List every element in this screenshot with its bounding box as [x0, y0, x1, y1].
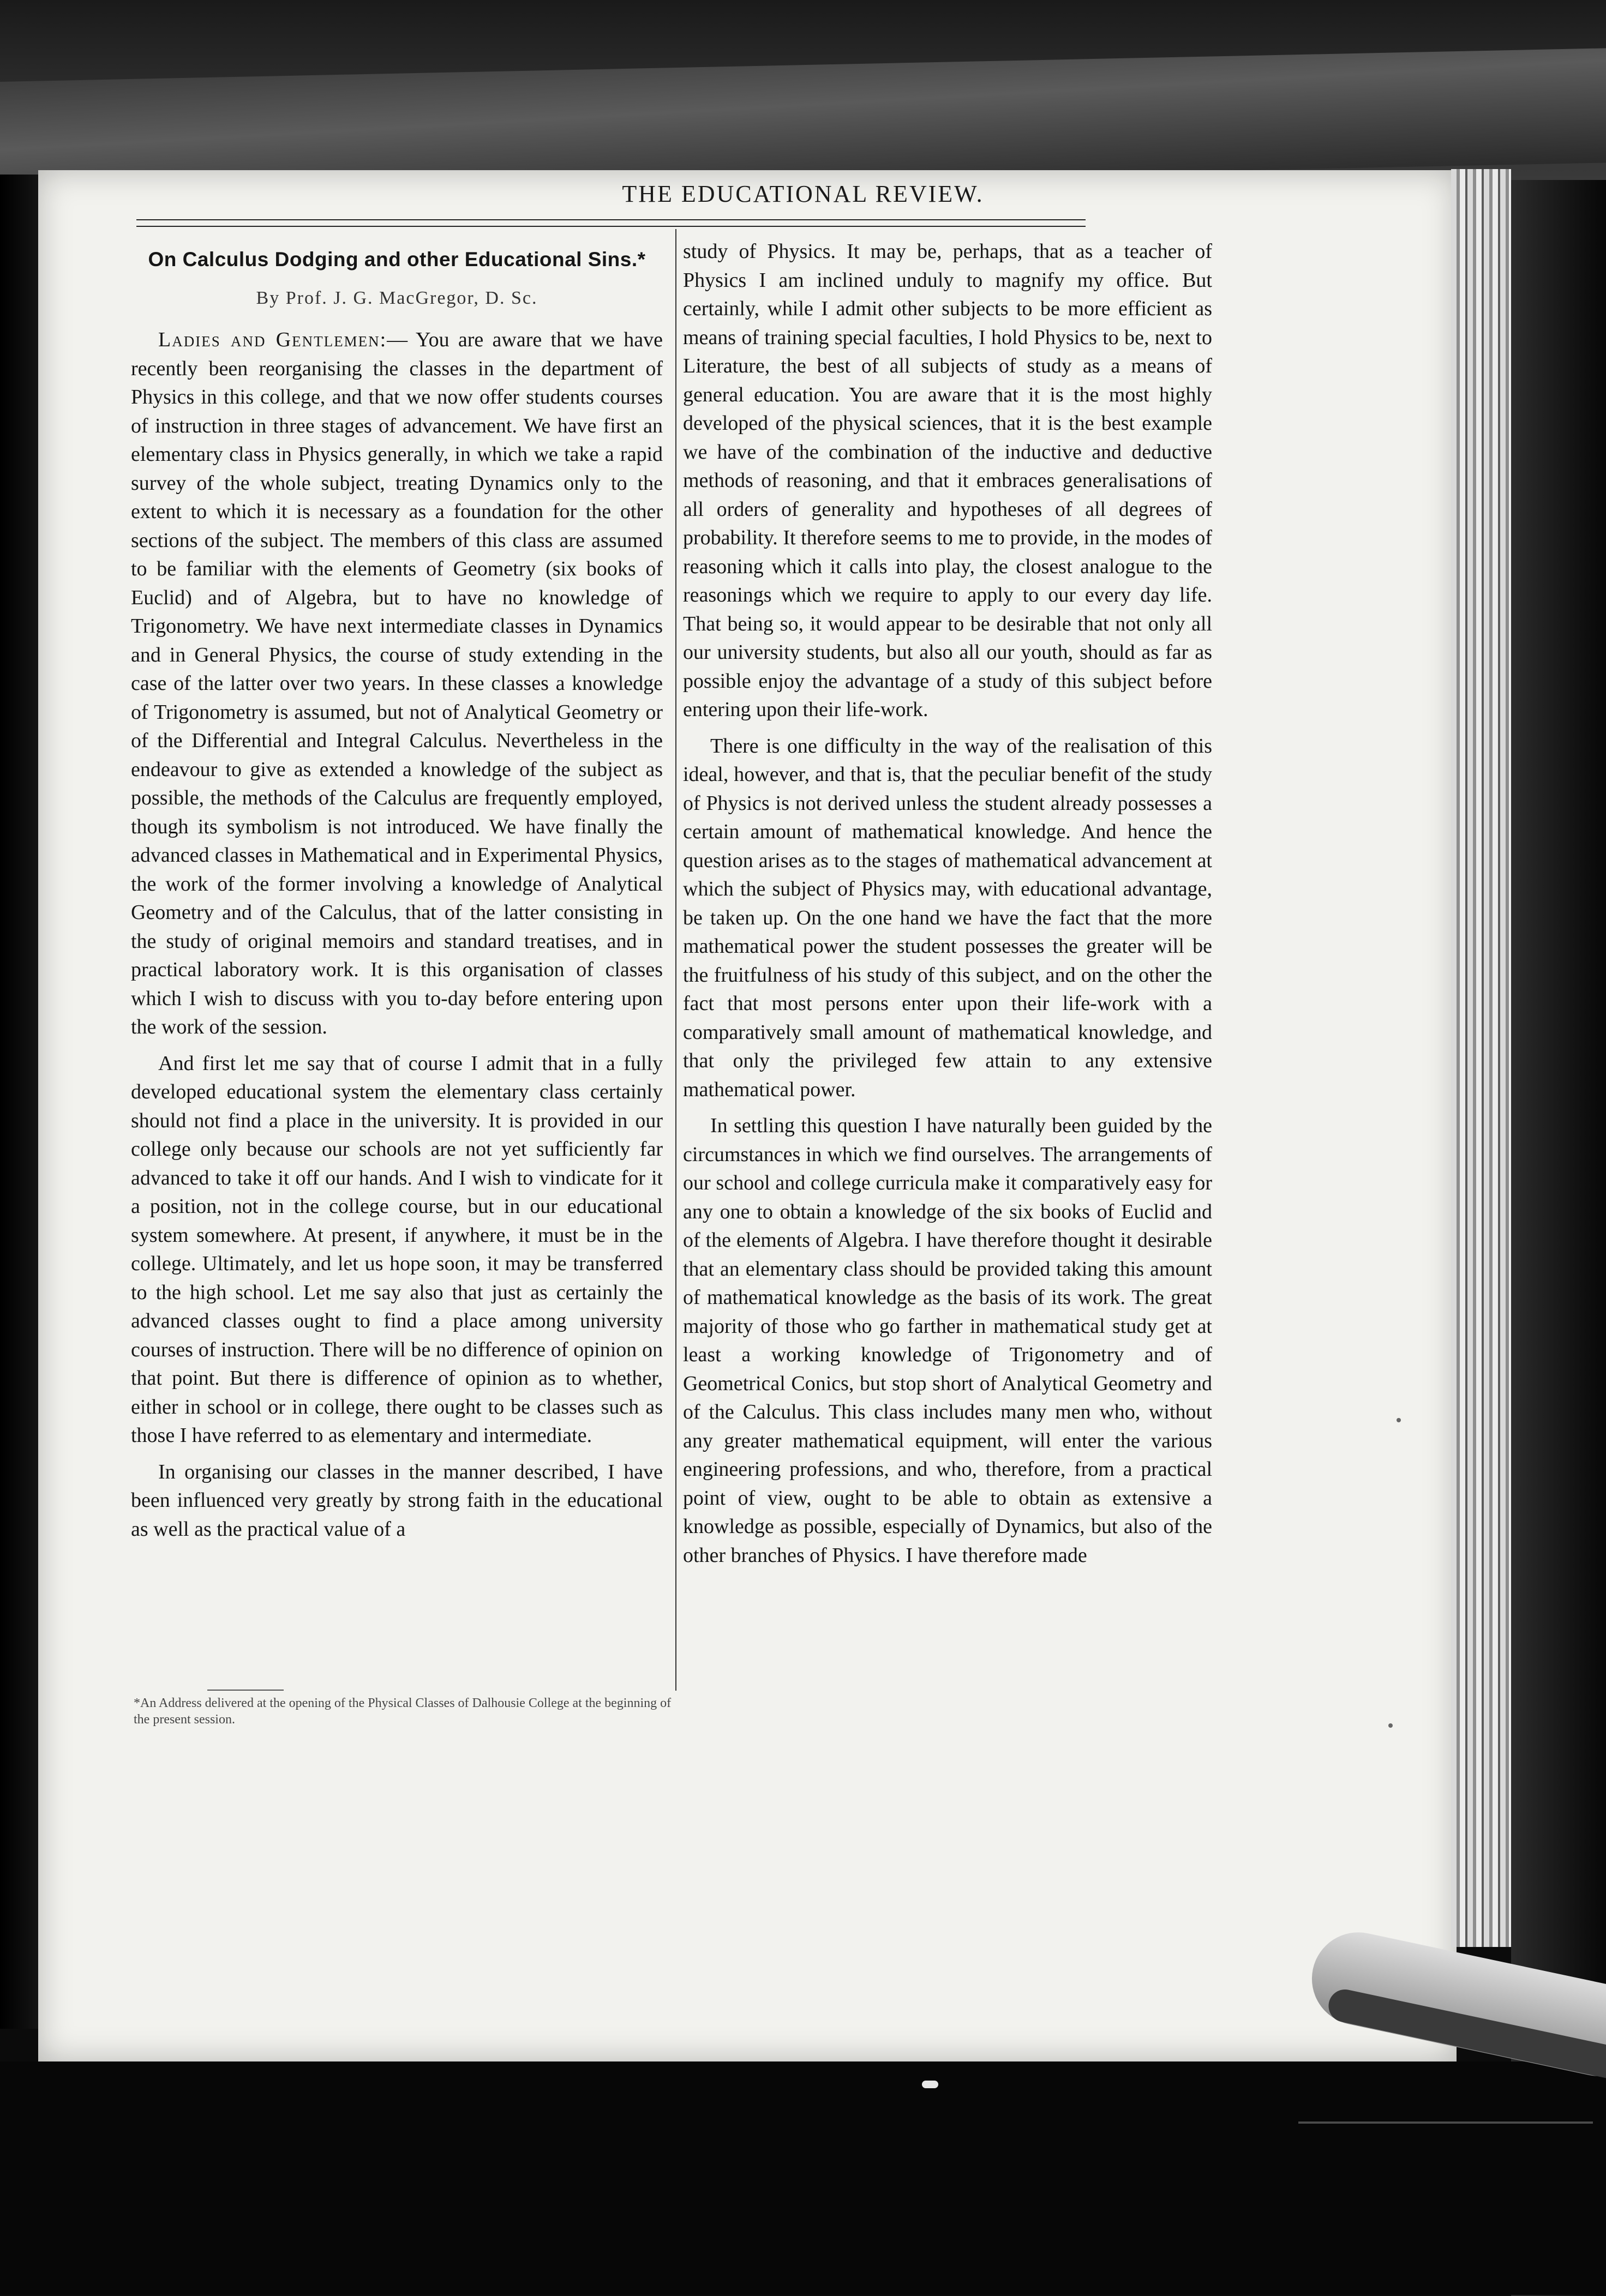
column-divider [675, 229, 676, 1691]
bottom-line [1298, 2121, 1593, 2124]
paragraph-text: — You are aware that we have recently been reorganising the classes in the department of Physics in this college, and that we now offer students courses of instruction in three stages of advancement. We have first an elementary class in Physics generally, in which we take a rapid survey of the whole subject, treating Dynamics only to the extent to which it is necessary as a foundation for the other sections of the subject. The members of this class are assumed to be familiar with the elements of Geometry (six books of Euclid) and of Algebra, but to have no knowledge of Trigonometry. We have next intermediate classes in Dynamics and in General Physics, the course of study extending in the case of the latter over two years. In these classes a knowledge of Trigonometry is assumed, but not of Analytical Geometry or of the Differential and Integral Calculus. Nevertheless in the endeavour to give as extended a knowledge of the subject as possible, the methods of the Calculus are frequently employed, though its symbolism is not introduced. We have finally the advanced classes in Mathematical and in Experimental Physics, the work of the former involving a knowledge of Analytical Geometry and of the Calculus, that of the latter consisting in the study of original memoirs and standard treatises, and in practical laboratory work. It is this organisation of classes which I wish to discuss with you to-day before entering upon the work of the session. [131, 328, 663, 1038]
right-column [683, 237, 1212, 1570]
book-binding [1451, 169, 1511, 1947]
left-shadow [0, 175, 38, 2029]
dot-mark [922, 2081, 938, 2088]
footnote-rule [207, 1690, 284, 1691]
speck [1388, 1723, 1393, 1728]
footnote: *An Address delivered at the opening of the Physical Classes of Dalhousie College at the beginning of the present session. [134, 1696, 672, 1727]
paragraph: study of Physics. It may be, perhaps, that as a teacher of Physics I am inclined unduly to magnify my office. But certainly, while I admit other subjects to be more efficient as means of training special faculties, I hold Physics to be, next to Literature, the best of all subjects of study as a means of general education. You are aware that it is the most highly developed of the physical sciences, that it is the best example we have of the combination of the inductive and deductive methods of reasoning, and that it embraces generalisations of all orders of generality and hypotheses of all degrees of probability. It therefore seems to me to provide, in the modes of reasoning which it calls into play, the closest analogue to the reasonings which we require to apply to our every day life. That being so, it would appear to be desirable that not only all our university students, but also all our youth, should as far as possible enjoy the advantage of a study of this subject before entering upon their life-work. [683, 240, 1212, 721]
header-rule-top [136, 219, 1086, 220]
article-byline: By Prof. J. G. MacGregor, D. Sc. [256, 287, 538, 308]
speck [1397, 1418, 1401, 1422]
running-head: THE EDUCATIONAL REVIEW. [622, 181, 984, 207]
paragraph [131, 326, 663, 1042]
article-title: On Calculus Dodging and other Educational Sins.* [148, 248, 646, 271]
paragraph: There is one difficulty in the way of the realisation of this ideal, however, and that is, that the peculiar benefit of the study of Physics is not derived unless the student already possesses a certain amount of mathematical knowledge. And hence the question arises as to the stages of mathematical advancement at which the subject of Physics may, with educational advantage, be taken up. On the one hand we have the fact that the more mathematical power the student possesses the greater will be the fruitfulness of his study of this subject, and on the other the fact that most persons enter upon their life-work with a comparatively small amount of mathematical knowledge, and that only the privileged few attain to any extensive mathematical power. [683, 734, 1212, 1101]
left-column [131, 245, 663, 1543]
paragraph: And first let me say that of course I admit that in a fully developed educational system the elementary class certainly should not find a place in the university. It is provided in our college only because our schools are not yet sufficiently far advanced to take it off our hands. And I wish to vindicate for it a position, not in the college course, but in our educational system somewhere. At present, if anywhere, it must be in the college. Ultimately, and let us hope soon, it may be transferred to the high school. Let me say also that just as certainly the advanced classes ought to find a place among university courses of instruction. There will be no difference of opinion on that point. But there is difference of opinion as to whether, either in school or in college, there ought to be classes such as those I have referred to as elementary and intermediate. [131, 1051, 663, 1447]
header-rule-bottom [136, 226, 1086, 227]
salutation: Ladies and Gentlemen: [158, 328, 387, 351]
paragraph: In settling this question I have naturally been guided by the circumstances in which we find ourselves. The arrangements of our school and college curricula make it comparatively easy for any one to obtain a knowledge of the six books of Euclid and of the elements of Algebra. I have therefore thought it desirable that an elementary class should be provided taking this amount of mathematical knowledge as the basis of its work. The great majority of those who go farther in mathematical study get at least a working knowledge of Trigonometry and of Geometrical Conics, but stop short of Analytical Geometry and of the Calculus. This class includes many men who, without any greater mathematical equipment, will enter the various engineering professions, and who, therefore, from a practical point of view, ought to be able to obtain as extensive a knowledge as possible, especially of Dynamics, but also of the other branches of Physics. I have therefore made [683, 1114, 1212, 1567]
bottom-frame [0, 2061, 1606, 2295]
paragraph: In organising our classes in the manner described, I have been influenced very greatly by strong faith in the educational as well as the practical value of a [131, 1460, 663, 1541]
